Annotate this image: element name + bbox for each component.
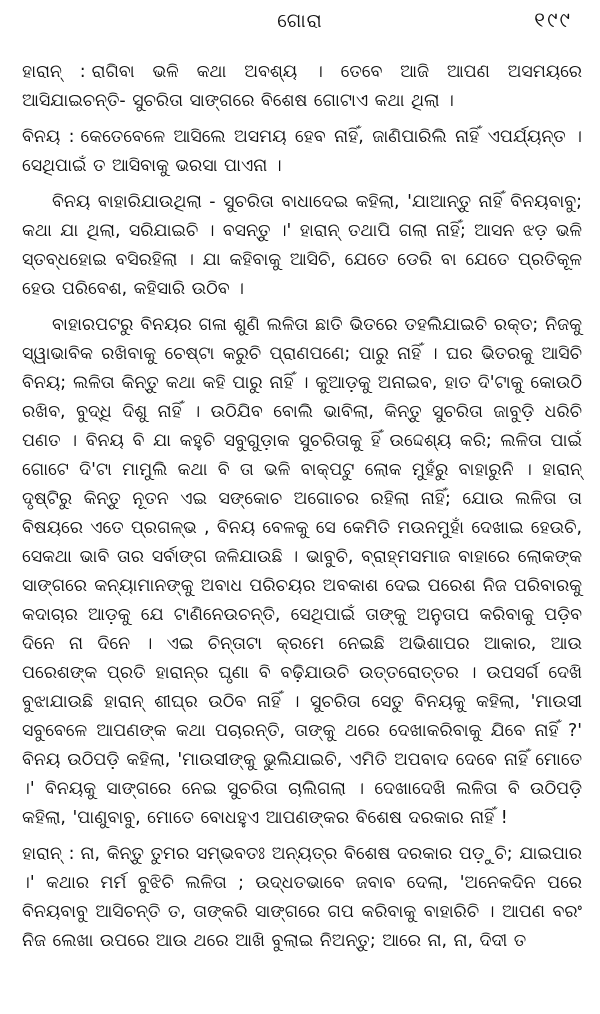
paragraph-text: କେତେବେଳେ ଆସିଲେ ଅସମୟ ହେବ ନାହିଁ, ଜାଣିପାରିଲି ନାହିଁ ଏପର୍ଯ୍ୟନ୍ତ । ସେଥିପାଇଁ ତ ଆସିବାକୁ ଭରସା ପାଏନା । (22, 127, 582, 176)
paragraph-text: ନା, କିନ୍ତୁ ତୁମର ସମ୍ଭବତଃ ଅନ୍ୟତ୍ର ବିଶେଷ ଦରକାର ପଡ଼ୁଚି; ଯାଇପାର ।' କଥାର ମର୍ମ ବୁଝିଚି ଲଳିତା ; ଉଦ୍ଧତଭାବେ ଜବାବ ଦେଲା, 'ଅନେକଦିନ ପରେ ବିନୟବାବୁ ଆସିଚନ୍ତି ତ, ତାଙ୍କରି ସାଙ୍ଗରେ ଗପ କରିବାକୁ ବାହାରିଚି । ଆପଣ ବରଂ ନିଜ ଲେଖା ଉପରେ ଆଉ ଥରେ ଆଖି ବୁଲାଇ ନିଅନ୍ତୁ; ଆରେ ନା, ନା, ଦିଦୀ ତ (22, 844, 582, 951)
dialogue-paragraph (22, 123, 582, 181)
speaker-label: ହାରାନ୍ : (22, 844, 75, 864)
speaker-label: ବିନୟ : (22, 127, 75, 147)
paragraph-text: ବିନୟ ବାହାରିଯାଉଥିଲା - ସୁଚରିତା ବାଧାଦେଇ କହିଲା, 'ଯାଆନ୍ତୁ ନାହିଁ ବିନୟବାବୁ; କଥା ଯା ଥିଲା, ସରିଯାଇଚି । ବସନ୍ତୁ ।' ହାରାନ୍ ତଥାପି ଗଲା ନାହିଁ; ଆସନ ଝଡ଼ ଭଳି ସ୍ତବ୍ଧହୋଇ ବସିରହିଲା । ଯା କହିବାକୁ ଆସିଚି, ଯେତେ ଡେରି ବା ଯେତେ ପ୍ରତିକୂଳ ହେଉ ପରିବେଶ, କହିସାରି ଉଠିବ । (22, 192, 582, 299)
speaker-label: ହାରାନ୍ : (22, 62, 86, 82)
paragraph-text: ବାହାରପଟରୁ ବିନୟର ଗଳା ଶୁଣି ଲଳିତା ଛାତି ଭିତରେ ତହଲିଯାଇଚି ରକ୍ତ; ନିଜକୁ ସ୍ୱାଭାବିକ ରଖିବାକୁ ଚେଷ୍ଟା କରୁଚି ପ୍ରାଣପଣେ; ପାରୁ ନାହିଁ । ଘର ଭିତରକୁ ଆସିଚି ବିନୟ; ଲଳିତା କିନ୍ତୁ କଥା କହି ପାରୁ ନାହିଁ । କୁଆଡ଼କୁ ଅନାଇବ, ହାତ ଦି'ଟାକୁ କୋଉଠି ରଖିବ, ବୁଦ୍ଧି ଦିଶୁ ନାହିଁ । ଉଠିଯିବ ବୋଲି ଭାବିଲା, କିନ୍ତୁ ସୁଚରିତା ଜାବୁଡ଼ି ଧରିଚି ପଣତ । ବିନୟ ବି ଯା କହୁଚି ସବୁଗୁଡ଼ାକ ସୁଚରିତାକୁ ହିଁ ଉଦ୍ଦେଶ୍ୟ କରି; ଲଳିତା ପାଇଁ ଗୋଟେ ଦି'ଟା ମାମୁଲି କଥା ବି ତା ଭଳି ବାକ୍ପଟୁ ଲୋକ ମୁହଁରୁ ବାହାରୁନି । ହାରାନ୍ ଦୃଷ୍ଟିରୁ କିନ୍ତୁ ନୂତନ ଏଇ ସଙ୍କୋଚ ଅଗୋଚର ରହିଲା ନାହିଁ; ଯୋଉ ଲଳିତା ତା ବିଷୟରେ ଏତେ ପ୍ରଗଳ୍ଭ , ବିନୟ ବେଳକୁ ସେ କେମିତି ମଉନମୁହାଁ ଦେଖାଇ ହେଉଚି, ସେକଥା ଭାବି ତାର ସର୍ବାଙ୍ଗ ଜଳିଯାଉଛି । ଭାବୁଚି, ବ୍ରାହ୍ମସମାଜ ବାହାରେ ଲୋକଙ୍କ ସାଙ୍ଗରେ କନ୍ୟାମାନଙ୍କୁ ଅବାଧ ପରିଚୟର ଅବକାଶ ଦେଇ ପରେଶ ନିଜ ପରିବାରକୁ କଦାଚାର ଆଡ଼କୁ ଯେ ଟାଣିନେଉଚନ୍ତି, ସେଥିପାଇଁ ତାଙ୍କୁ ଅନୁତାପ କରିବାକୁ ପଡ଼ିବ ଦିନେ ନା ଦିନେ । ଏଇ ଚିନ୍ତାଟା କ୍ରମେ ନେଇଛି ଅଭିଶାପର ଆକାର, ଆଉ ପରେଶଙ୍କ ପ୍ରତି ହାରାନ୍ର ଘୃଣା ବି ବଢ଼ିଯାଉଚି ଉତ୍ତରୋତ୍ତର । ଉପସର୍ଗ ଦେଖି ବୁଝାଯାଉଛି ହାରାନ୍ ଶୀଘ୍ର ଉଠିବ ନାହିଁ । ସୁଚରିତା ସେତୁ ବିନୟକୁ କହିଲା, 'ମାଉସୀ ସବୁବେଳେ ଆପଣଙ୍କ କଥା ପଚାରନ୍ତି, ତାଙ୍କୁ ଥରେ ଦେଖାକରିବାକୁ ଯିବେ ନାହିଁ ?' ବିନୟ ଉଠିପଡ଼ି କହିଲା, 'ମାଉସୀଙ୍କୁ ଭୁଲିଯାଇଚି, ଏମିତି ଅପବାଦ ଦେବେ ନାହିଁ ମୋତେ ।' ବିନୟକୁ ସାଙ୍ଗରେ ନେଇ ସୁଚରିତା ଚାଲିଗଲା । ଦେଖାଦେଖି ଲଳିତା ବି ଉଠିପଡ଼ି କହିଲା, 'ପାଣୁବାବୁ, ମୋତେ ବୋଧହୁଏ ଆପଣଙ୍କର ବିଶେଷ ଦରକାର ନାହିଁ ! (22, 315, 582, 828)
paragraph-text: ରାଗିବା ଭଳି କଥା ଅବଶ୍ୟ । ତେବେ ଆଜି ଆପଣ ଅସମୟରେ ଆସିଯାଇଚନ୍ତି- ସୁଚରିତା ସାଙ୍ଗରେ ବିଶେଷ ଗୋଟାଏ କଥା ଥିଲା । (22, 62, 582, 111)
dialogue-paragraph (22, 840, 582, 956)
narrative-paragraph (22, 311, 582, 833)
page-header (0, 6, 600, 40)
narrative-paragraph (22, 188, 582, 304)
page-number: ୧୯୯ (534, 8, 572, 32)
body-text (22, 58, 582, 963)
dialogue-paragraph (22, 58, 582, 116)
running-title: ଗୋରା (277, 10, 323, 32)
